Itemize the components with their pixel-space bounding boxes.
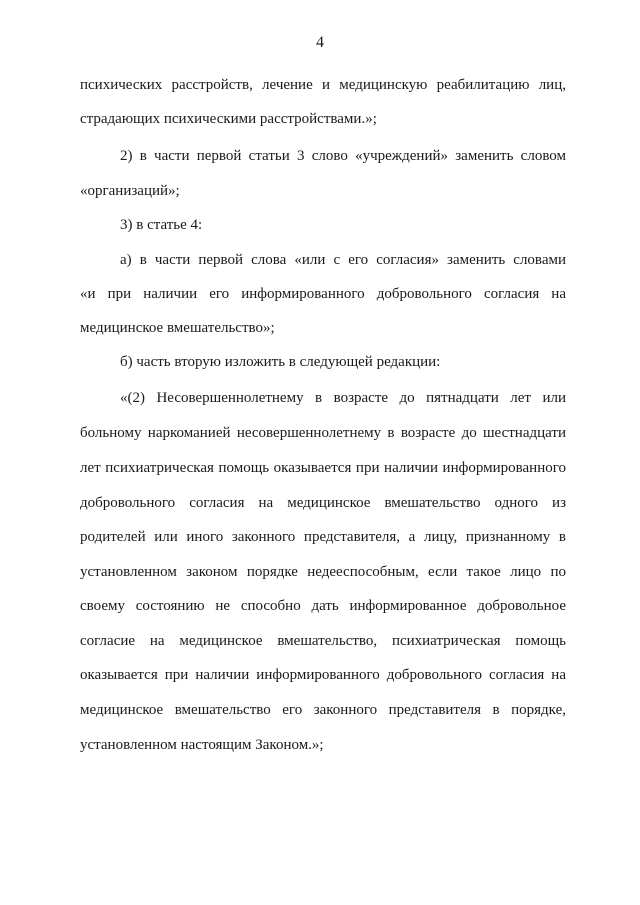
text-line: лет психиатрическая помощь оказывается при наличии информированного: [80, 460, 566, 476]
text-line: своему состоянию не способно дать информированное добровольное: [80, 598, 566, 614]
text-line: установленном настоящим Законом.»;: [80, 737, 324, 753]
text-line: 2) в части первой статьи 3 слово «учреждений» заменить словом: [120, 148, 566, 164]
text-line: оказывается при наличии информированного добровольного согласия на: [80, 667, 566, 683]
text-line: 3) в статье 4:: [120, 217, 203, 233]
page-number: 4: [316, 34, 324, 51]
text-line: страдающих психическими расстройствами.»;: [80, 111, 377, 127]
text-line: медицинское вмешательство»;: [80, 320, 275, 336]
text-line: установленном законом порядке недееспособным, если такое лицо по: [80, 564, 566, 580]
text-line: б) часть вторую изложить в следующей редакции:: [120, 354, 441, 370]
text-line: больному наркоманией несовершеннолетнему в возрасте до шестнадцати: [80, 425, 566, 441]
text-line: «и при наличии его информированного добровольного согласия на: [80, 286, 566, 302]
text-line: родителей или иного законного представителя, а лицу, признанному в: [80, 529, 566, 545]
text-line: добровольного согласия на медицинское вмешательство одного из: [80, 495, 566, 511]
text-line: а) в части первой слова «или с его согласия» заменить словами: [120, 252, 566, 268]
text-line: «(2) Несовершеннолетнему в возрасте до пятнадцати лет или: [120, 390, 566, 406]
text-line: «организаций»;: [80, 183, 180, 199]
text-line: медицинское вмешательство его законного представителя в порядке,: [80, 702, 566, 718]
text-line: согласие на медицинское вмешательство, психиатрическая помощь: [80, 633, 566, 649]
text-line: психических расстройств, лечение и медицинскую реабилитацию лиц,: [80, 77, 566, 93]
